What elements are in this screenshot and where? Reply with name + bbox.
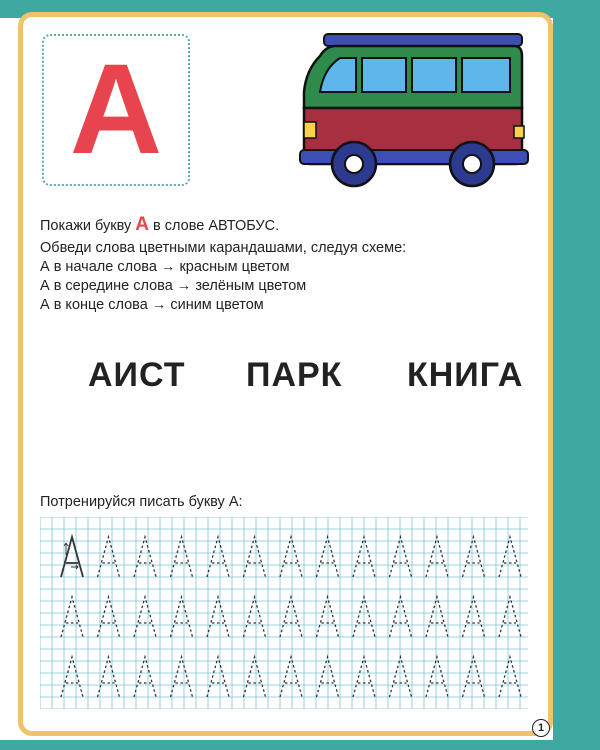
tracing-letter <box>280 657 302 697</box>
tracing-letter <box>499 657 521 697</box>
instruction-letter: А <box>135 214 150 235</box>
big-letter: А <box>69 38 163 181</box>
tracing-letter <box>426 597 448 637</box>
instruction-after: в слове АВТОБУС. <box>149 218 280 234</box>
tracing-letter <box>280 597 302 637</box>
tracing-letter <box>171 537 193 577</box>
tracing-letter <box>426 537 448 577</box>
tracing-letter <box>98 657 120 697</box>
writing-practice-grid <box>40 517 528 709</box>
word-park: ПАРК <box>246 356 343 394</box>
task-line-1: Обведи слова цветными карандашами, следуя схеме: <box>40 240 407 256</box>
task-line-4: А в конце слова → синим цветом <box>40 297 264 313</box>
instruction-line <box>40 214 279 236</box>
tracing-letter <box>134 597 156 637</box>
tracing-letter <box>134 537 156 577</box>
bus-illustration <box>296 30 532 190</box>
tracing-letter <box>390 597 412 637</box>
tracing-letter <box>390 537 412 577</box>
task-line-2: А в начале слова → красным цветом <box>40 259 290 275</box>
tracing-letter <box>207 537 229 577</box>
tracing-letter <box>244 537 266 577</box>
tracing-letter <box>317 537 339 577</box>
tracing-letter <box>499 597 521 637</box>
tracing-letter <box>98 537 120 577</box>
tracing-letter <box>98 597 120 637</box>
instruction-before: Покажи букву <box>40 218 136 234</box>
tracing-letter <box>463 537 485 577</box>
tracing-letter <box>171 657 193 697</box>
tracing-letter <box>280 537 302 577</box>
tracing-letter <box>463 597 485 637</box>
word-aist: АИСТ <box>88 356 186 394</box>
tracing-letter <box>207 657 229 697</box>
tracing-letter <box>244 597 266 637</box>
word-kniga: КНИГА <box>407 356 524 394</box>
page-number: 1 <box>532 719 550 737</box>
tracing-letter <box>317 657 339 697</box>
tracing-letter <box>390 657 412 697</box>
tracing-letter <box>207 597 229 637</box>
tracing-letter <box>426 657 448 697</box>
practice-label: Потренируйся писать букву А: <box>40 494 243 510</box>
tracing-letter <box>134 657 156 697</box>
tracing-letter <box>317 597 339 637</box>
tracing-letter <box>171 597 193 637</box>
letter-card <box>42 34 190 186</box>
tracing-letter <box>244 657 266 697</box>
task-line-3: А в середине слова → зелёным цветом <box>40 278 307 294</box>
tracing-letter <box>499 537 521 577</box>
tracing-letter <box>463 657 485 697</box>
